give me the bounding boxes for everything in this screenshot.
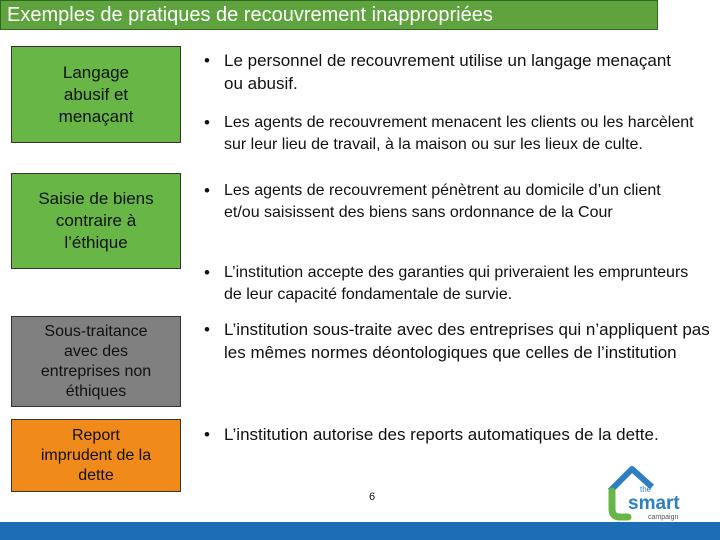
bullet-item: [204, 262, 694, 306]
bullet-dot: •: [204, 51, 210, 70]
bullet-dot: •: [204, 113, 210, 132]
bullet-item: [204, 112, 700, 156]
logo-text-main: smart: [628, 493, 680, 514]
bullet-item: [204, 423, 714, 446]
bullet-text: L’institution sous-traite avec des entreprises qui n’appliquent pas les mêmes normes déontologiques que celles de l’institution: [224, 320, 710, 362]
label-abusive-language: [11, 46, 181, 143]
bullet-text: L’institution autorise des reports automatiques de la dette.: [224, 425, 659, 444]
label-unethical-seizure: [11, 173, 181, 269]
bullet-text: L’institution accepte des garanties qui priveraient les emprunteurs de leur capacité fondamentale de survie.: [224, 264, 689, 303]
bullet-text: Les agents de recouvrement pénètrent au domicile d’un client et/ou saisissent des biens sans ordonnance de la Cour: [224, 182, 661, 221]
page-title: Exemples de pratiques de recouvrement inappropriées: [7, 4, 493, 26]
bullet-dot: •: [204, 425, 210, 444]
label-text: Langage abusif et menaçant: [58, 62, 134, 126]
logo-text-top: the: [640, 485, 652, 494]
bullet-item: [204, 318, 710, 364]
bullet-dot: •: [204, 181, 210, 200]
label-unethical-subcontracting: [11, 316, 181, 407]
bottom-bar: [0, 522, 720, 540]
title-bar: [0, 0, 658, 30]
page-number: 6: [369, 491, 376, 503]
bullet-dot: •: [204, 320, 210, 339]
bullet-dot: •: [204, 263, 210, 282]
smart-campaign-logo: [604, 461, 694, 523]
label-text: Saisie de biens contraire à l’éthique: [38, 189, 154, 252]
label-imprudent-deferral: [11, 419, 181, 492]
bullet-item: [204, 49, 694, 95]
bullet-text: Le personnel de recouvrement utilise un langage menaçant ou abusif.: [224, 51, 672, 93]
bullet-item: [204, 180, 700, 224]
label-text: Report imprudent de la dette: [40, 426, 152, 484]
logo-text-sub: campaign: [648, 514, 679, 521]
bullet-text: Les agents de recouvrement menacent les clients ou les harcèlent sur leur lieu de travail, à la maison ou sur les lieux de culte.: [224, 114, 694, 153]
label-text: Sous-traitance avec des entreprises non éthiques: [40, 322, 152, 400]
